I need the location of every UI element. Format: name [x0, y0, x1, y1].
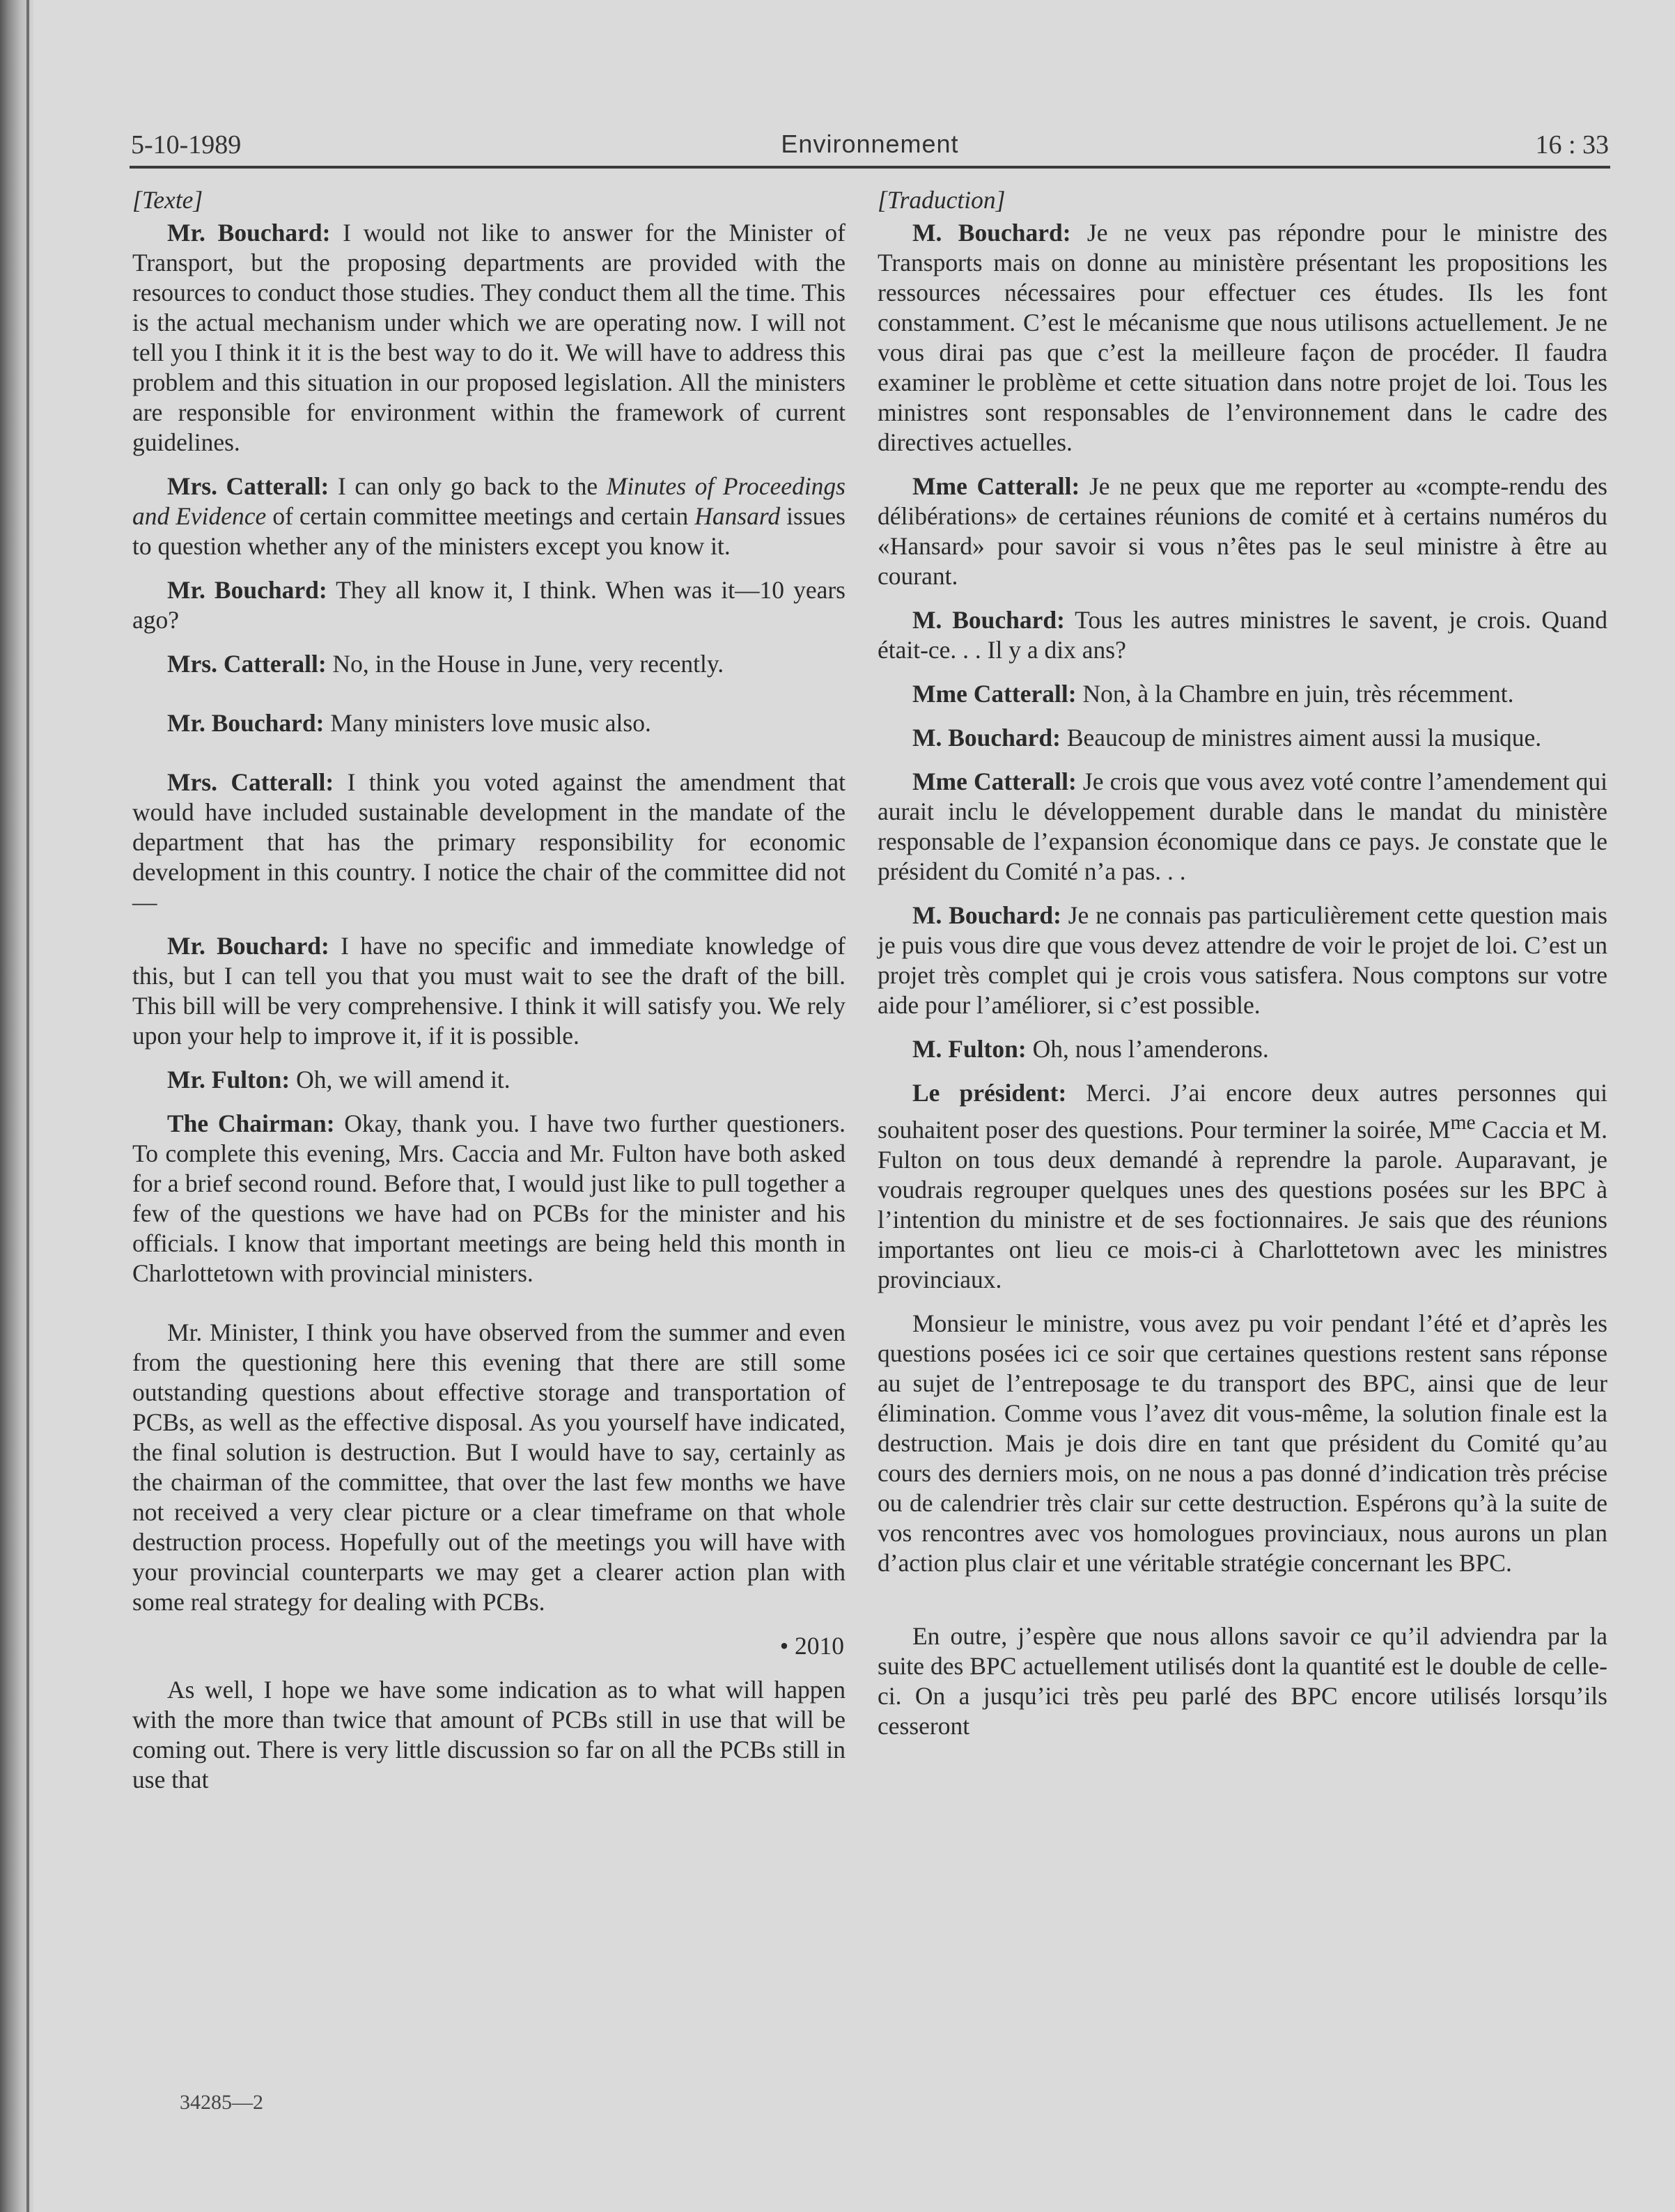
speaker-name: Mr. Bouchard: [167, 932, 329, 960]
italic-title: Minutes of Proceedings and Evidence [132, 472, 846, 530]
paragraph: As well, I hope we have some indication as to what will happen with the more than twice that amount of PCBs still in use that will be coming out. There is very little discussion so far on all the PCBs still in use that [132, 1676, 846, 1793]
speech-text: of certain committee meetings and certain [266, 502, 695, 530]
english-column [132, 185, 846, 1809]
speaker-name: Mrs. Catterall: [167, 768, 334, 796]
speaker-name: The Chairman: [167, 1109, 335, 1137]
paragraph [132, 931, 846, 1051]
speech-text: They all know it, I think. When was it—10 years ago? [132, 576, 846, 634]
speech-text: Je ne peux que me reporter au «compte-rendu des délibérations» de certaines réunions de comité et à certains numéros du «Hansard» pour savoir si vous n’êtes pas le seul ministre à être au courant. [878, 472, 1607, 590]
paragraph [132, 575, 846, 635]
speech-text: I can only go back to the [329, 472, 607, 500]
speech-text: Tous les autres ministres le savent, je crois. Quand était-ce. . . Il y a dix ans? [878, 606, 1608, 664]
time-marker: • 2010 [779, 1632, 844, 1660]
speech-text: Oh, nous l’amenderons. [1026, 1035, 1269, 1063]
speaker-name: Mme Catterall: [912, 680, 1077, 708]
speech-text: Okay, thank you. I have two further questioners. To complete this evening, Mrs. Caccia and Mr. Fulton have both asked for a brief second round. Before that, I would just like to pull together a few of the questions we have had on PCBs for the minister and his officials. I know that important meetings are being held this month in Charlottetown with provincial ministers. [132, 1109, 846, 1287]
speech-text: Merci. J’ai encore deux autres personnes qui souhaitent poser des questions. Pour terminer la soirée, M [878, 1079, 1607, 1144]
speaker-name: M. Bouchard: [912, 901, 1061, 929]
section-label-traduction: [Traduction] [878, 186, 1006, 214]
speaker-name: M. Bouchard: [912, 219, 1071, 247]
binding-line [26, 0, 29, 2212]
paragraph: Mr. Minister, I think you have observed from the summer and even from the questioning here this evening that there are still some outstanding questions about effective storage and transportation of PCBs, as well as the effective disposal. As you yourself have indicated, the final solution is destruction. But I would have to say, certainly as the chairman of the committee, that over the last few months we have not received a very clear picture or a clear timeframe on that whole destruction process. Hopefully out of the meetings you will have with your provincial counterparts we may get a clearer action plan with some real strategy for dealing with PCBs. [132, 1318, 846, 1616]
paragraph [878, 767, 1607, 887]
page-header [131, 130, 1609, 166]
superscript: me [1450, 1112, 1476, 1134]
paragraph [878, 901, 1607, 1020]
paragraph [878, 472, 1607, 591]
speech-text: Oh, we will amend it. [290, 1066, 511, 1093]
speaker-name: Mr. Fulton: [167, 1066, 290, 1093]
header-date: 5-10-1989 [131, 130, 242, 159]
speaker-name: Mme Catterall: [912, 768, 1077, 795]
speaker-name: Mrs. Catterall: [167, 472, 329, 500]
speaker-name: Mme Catterall: [912, 472, 1080, 500]
speaker-name: Mrs. Catterall: [167, 650, 327, 678]
header-page-number: 16 : 33 [1535, 130, 1609, 159]
speech-text: Many ministers love music also. [324, 709, 651, 737]
speaker-name: M. Bouchard: [912, 724, 1061, 751]
paragraph [132, 708, 846, 738]
speaker-name: Mr. Bouchard: [167, 709, 325, 737]
paragraph [132, 472, 846, 561]
paragraph [132, 768, 846, 917]
speaker-name: Le président: [912, 1079, 1067, 1107]
speech-text: Je ne connais pas particulièrement cette question mais je puis vous dire que vous devez attendre de voir le projet de loi. C’est un projet très complet qui je crois vous satisfera. Nous comptons sur votre aide pour l’améliorer, si c’est possible. [878, 901, 1608, 1019]
speech-text: Je crois que vous avez voté contre l’amendement qui aurait inclu le développement durable dans le mandat du ministère responsable de l’expansion économique dans ce pays. Je constate que le président du Comité n’a pas. . . [878, 768, 1607, 885]
paragraph: Monsieur le ministre, vous avez pu voir pendant l’été et d’après les questions posées ici ce soir que certaines questions restent sans réponse au sujet de l’entreposage te du transport des BPC, ainsi que de leur élimination. Comme vous l’avez dit vous-même, la solution finale est la destruction. Mais je dois dire en tant que président du Comité qu’au cours des derniers mois, on ne nous a pas donné d’indication très précise ou de calendrier très clair sur cette destruction. Espérons qu’à la suite de vos rencontres avec vos homologues provinciaux, nous aurons un plan d’action plus clair et une véritable stratégie concernant les BPC. [878, 1309, 1607, 1577]
speaker-name: M. Bouchard: [912, 606, 1065, 634]
paragraph [878, 218, 1607, 458]
paragraph [878, 1078, 1607, 1295]
paragraph [878, 679, 1607, 709]
header-title: Environnement [781, 130, 959, 158]
paragraph [132, 649, 846, 679]
paragraph [132, 1065, 846, 1095]
speech-text: I have no specific and immediate knowledge of this, but I can tell you that you must wait to see the draft of the bill. This bill will be very comprehensive. I think it will satisfy you. We rely upon your help to improve it, if it is possible. [132, 932, 846, 1050]
french-column [878, 185, 1607, 1755]
italic-title: Hansard [694, 502, 781, 530]
speech-text: Caccia et M. Fulton on tous deux demandé à reprendre la parole. Auparavant, je voudrais regrouper quelques unes des questions posées sur les BPC à l’intention du ministre et de ses foctionnaires. Je sais que des réunions importantes ont lieu ce mois-ci à Charlottetown avec les ministres provinciaux. [878, 1115, 1607, 1293]
paragraph [878, 723, 1607, 753]
footer-code: 34285—2 [180, 2091, 263, 2114]
speech-text: Je ne veux pas répondre pour le ministre des Transports mais on donne au ministère présentant les propositions les ressources nécessaires pour effectuer ces études. Ils les font constamment. C’est le mécanisme que nous utilisons actuellement. Je ne vous dirai pas que c’est la meilleure façon de procéder. Il faudra examiner le problème et cette situation dans notre projet de loi. Tous les ministres sont responsables de l’environnement dans le cadre des directives actuelles. [878, 219, 1607, 456]
speech-text: I would not like to answer for the Minister of Transport, but the proposing departments are provided with the resources to conduct those studies. They conduct them all the time. This is the actual mechanism under which we are operating now. I will not tell you I think it it is the best way to do it. We will have to address this problem and this situation in our proposed legislation. All the ministers are responsible for environment within the framework of current guidelines. [132, 219, 846, 456]
speaker-name: M. Fulton: [912, 1035, 1027, 1063]
speech-text: issues to question whether any of the ministers except you know it. [132, 502, 846, 560]
paragraph: En outre, j’espère que nous allons savoir ce qu’il adviendra par la suite des BPC actuellement utilisés dont la quantité est le double de celle-ci. On a jusqu’ici très peu parlé des BPC encore utilisés lorsqu’ils cesseront [878, 1621, 1607, 1740]
speaker-name: Mr. Bouchard: [167, 576, 327, 604]
section-label-texte: [Texte] [132, 186, 203, 214]
paragraph [878, 1034, 1607, 1064]
speaker-name: Mr. Bouchard: [167, 219, 331, 247]
speech-text: Beaucoup de ministres aiment aussi la musique. [1061, 724, 1542, 751]
paragraph [132, 218, 846, 458]
speech-text: No, in the House in June, very recently. [326, 650, 724, 678]
speech-text: I think you voted against the amendment that would have included sustainable development in the mandate of the department that has the primary responsibility for economic development in this country. I notice the chair of the committee did not— [132, 768, 846, 916]
speech-text: Non, à la Chambre en juin, très récemment. [1076, 680, 1514, 708]
header-rule [130, 166, 1610, 169]
paragraph [878, 605, 1607, 665]
paragraph [132, 1109, 846, 1288]
